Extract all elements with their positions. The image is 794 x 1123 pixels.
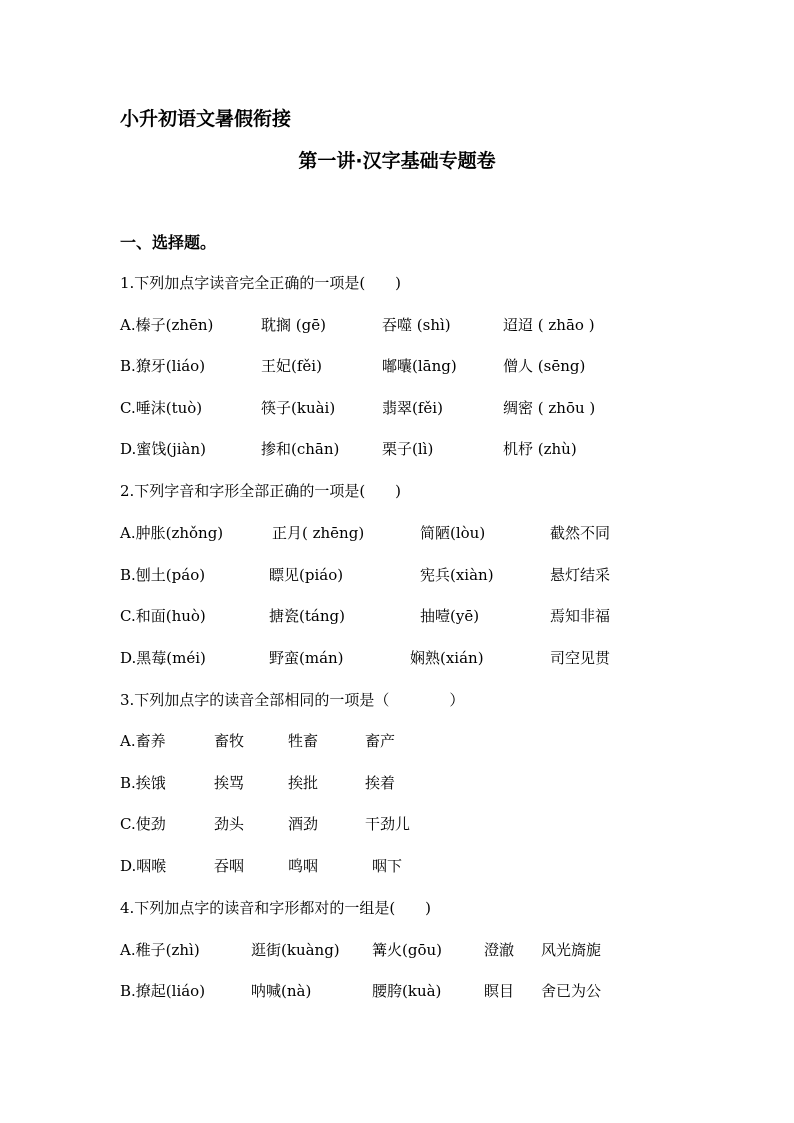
option-item: D.咽喉 xyxy=(120,857,167,875)
option-item: A.畜养 xyxy=(120,732,166,750)
option-item: 篝火(gōu) xyxy=(372,941,442,959)
option-item: 抽噎(yē) xyxy=(420,607,480,625)
option-item: 咽下 xyxy=(372,857,403,875)
document-subtitle: 第一讲·汉字基础专题卷 xyxy=(298,150,496,172)
option-item: 瞑目 xyxy=(484,982,515,1000)
option-item: 挨骂 xyxy=(214,774,245,792)
option-item: 逛街(kuàng) xyxy=(251,941,340,959)
option-item: 鸣咽 xyxy=(288,857,319,875)
option-item: 绸密 ( zhōu ) xyxy=(503,399,596,417)
option-item: C.使劲 xyxy=(120,815,166,833)
section-heading: 一、选择题。 xyxy=(120,233,217,252)
option-item: D.蜜饯(jiàn) xyxy=(120,440,207,458)
option-item: 翡翠(fěi) xyxy=(382,399,443,417)
option-item: 挨着 xyxy=(365,774,396,792)
option-item: 嘟囔(lāng) xyxy=(382,357,457,375)
option-item: 司空见贯 xyxy=(550,649,611,667)
option-item: 正月( zhēng) xyxy=(272,524,365,542)
option-item: 悬灯结采 xyxy=(550,566,611,584)
option-item: 吞咽 xyxy=(214,857,245,875)
option-item: 野蛮(mán) xyxy=(269,649,344,667)
question-3-stem: 3.下列加点字的读音全部相同的一项是（ ） xyxy=(120,691,465,709)
option-item: B.刨土(páo) xyxy=(120,566,206,584)
option-item: 酒劲 xyxy=(288,815,319,833)
option-item: 挨批 xyxy=(288,774,319,792)
option-item: C.唾沫(tuò) xyxy=(120,399,203,417)
option-item: 澄澈 xyxy=(484,941,515,959)
document-title: 小升初语文暑假衔接 xyxy=(120,108,292,130)
option-item: 搪瓷(táng) xyxy=(269,607,345,625)
option-item: 腰胯(kuà) xyxy=(372,982,442,1000)
option-item: 瞟见(piáo) xyxy=(269,566,344,584)
question-2-stem: 2.下列字音和字形全部正确的一项是( ) xyxy=(120,482,402,500)
option-item: 焉知非福 xyxy=(550,607,611,625)
question-4-stem: 4.下列加点字的读音和字形都对的一组是( ) xyxy=(120,899,432,917)
option-item: 简陋(lòu) xyxy=(420,524,486,542)
option-item: 畜牧 xyxy=(214,732,245,750)
option-item: D.黑莓(méi) xyxy=(120,649,206,667)
option-item: B.獠牙(liáo) xyxy=(120,357,206,375)
option-item: B.挨饿 xyxy=(120,774,166,792)
option-item: 迢迢 ( zhāo ) xyxy=(503,316,595,334)
option-item: 栗子(lì) xyxy=(382,440,434,458)
option-item: 畜产 xyxy=(365,732,396,750)
option-item: 宪兵(xiàn) xyxy=(420,566,494,584)
option-item: A.榛子(zhēn) xyxy=(120,316,214,334)
option-item: 掺和(chān) xyxy=(261,440,340,458)
option-item: 劲头 xyxy=(214,815,245,833)
option-item: 干劲儿 xyxy=(365,815,411,833)
option-item: 截然不同 xyxy=(550,524,611,542)
option-item: 牲畜 xyxy=(288,732,319,750)
question-1-stem: 1.下列加点字读音完全正确的一项是( ) xyxy=(120,274,402,292)
option-item: A.肿胀(zhǒng) xyxy=(120,524,224,542)
option-item: 僧人 (sēng) xyxy=(503,357,586,375)
option-item: 吞噬 (shì) xyxy=(382,316,451,334)
option-item: 呐喊(nà) xyxy=(251,982,312,1000)
option-item: A.稚子(zhì) xyxy=(120,941,200,959)
option-item: 机杼 (zhù) xyxy=(503,440,577,458)
option-item: 娴熟(xián) xyxy=(410,649,484,667)
option-item: 耽搁 (gē) xyxy=(261,316,326,334)
option-item: 舍已为公 xyxy=(541,982,602,1000)
option-item: 风光旖旎 xyxy=(541,941,602,959)
option-item: 筷子(kuài) xyxy=(261,399,336,417)
option-item: 王妃(fěi) xyxy=(261,357,322,375)
option-item: C.和面(huò) xyxy=(120,607,206,625)
option-item: B.撩起(liáo) xyxy=(120,982,206,1000)
